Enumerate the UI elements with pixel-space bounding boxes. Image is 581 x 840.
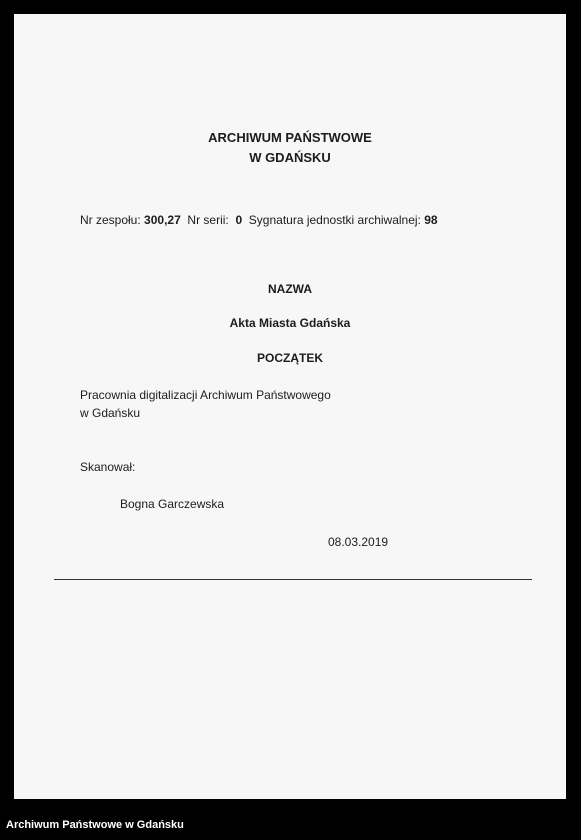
zespol-value: 300,27	[144, 213, 181, 227]
zespol-label: Nr zespołu:	[80, 213, 141, 227]
scan-date: 08.03.2019	[328, 535, 389, 549]
reference-line	[80, 213, 438, 227]
footer-caption: Archiwum Państwowe w Gdańsku	[6, 819, 184, 831]
sygnatura-value: 98	[424, 213, 438, 227]
skanowal-label: Skanował:	[80, 460, 136, 474]
nazwa-heading: NAZWA	[268, 282, 312, 296]
divider-line	[54, 579, 532, 580]
archive-title-line2: W GDAŃSKU	[249, 150, 331, 165]
poczatek-heading: POCZĄTEK	[257, 351, 323, 365]
archive-title-line1: ARCHIWUM PAŃSTWOWE	[208, 130, 372, 145]
sygnatura-label: Sygnatura jednostki archiwalnej:	[248, 213, 421, 227]
seria-label: Nr serii:	[187, 213, 229, 227]
scanner-name: Bogna Garczewska	[120, 497, 225, 511]
pracownia-line2: w Gdańsku	[80, 406, 141, 420]
nazwa-value: Akta Miasta Gdańska	[229, 316, 351, 330]
document-page	[14, 14, 566, 799]
seria-value: 0	[235, 213, 243, 227]
pracownia-line1: Pracownia digitalizacji Archiwum Państwowego	[80, 388, 331, 402]
